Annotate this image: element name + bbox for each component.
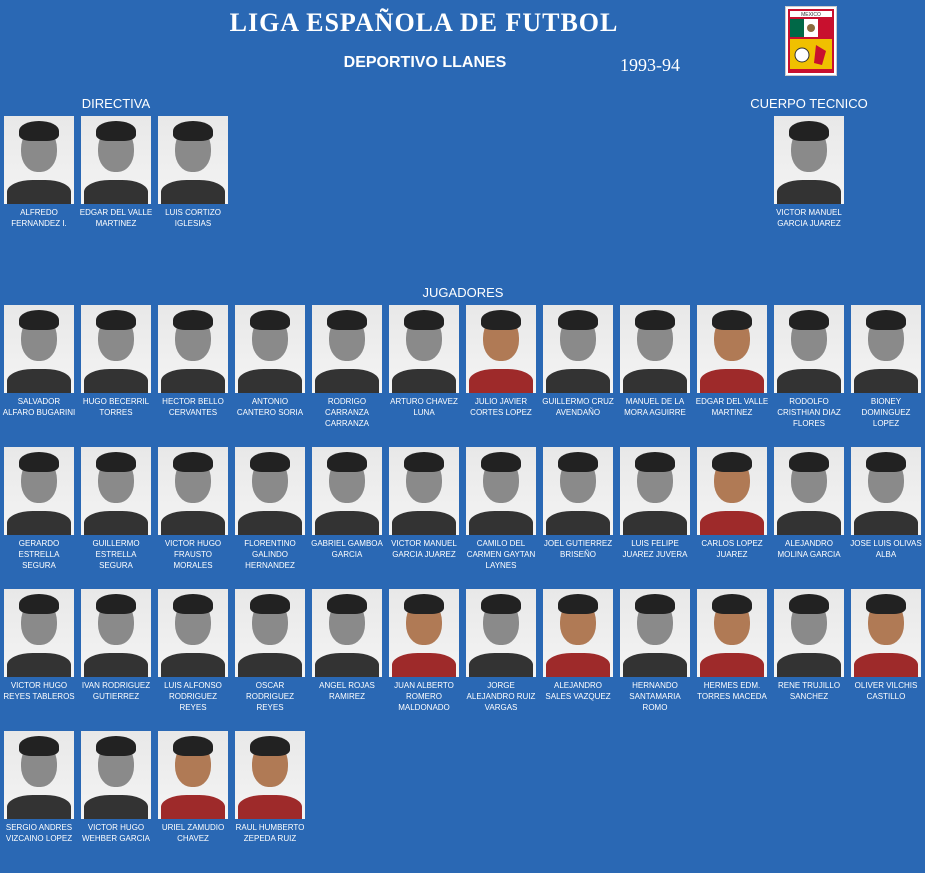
person-name: JORGE ALEJANDRO RUIZ VARGAS: [466, 681, 536, 712]
section-cuerpo-tecnico: CUERPO TECNICO: [750, 96, 868, 111]
portrait-photo: [774, 116, 844, 204]
person-name: JULIO JAVIER CORTES LOPEZ: [470, 397, 532, 417]
person-name: HERMES EDM. TORRES MACEDA: [697, 681, 767, 701]
person-card: [2, 305, 76, 418]
portrait-photo: [466, 305, 536, 393]
person-card: [2, 731, 76, 844]
person-card: [618, 447, 692, 560]
person-card: [310, 305, 384, 429]
portrait-photo: [851, 447, 921, 535]
portrait-photo: [466, 447, 536, 535]
person-card: [618, 589, 692, 713]
person-name: RAUL HUMBERTO ZEPEDA RUIZ: [235, 823, 305, 843]
portrait-photo: [543, 447, 613, 535]
person-card: [233, 589, 307, 713]
person-card: [2, 447, 76, 571]
person-card: [772, 447, 846, 560]
person-card: [310, 589, 384, 702]
person-card: [156, 447, 230, 571]
person-name: HECTOR BELLO CERVANTES: [162, 397, 224, 417]
portrait-photo: [158, 589, 228, 677]
person-card: [233, 731, 307, 844]
person-name: ARTURO CHAVEZ LUNA: [390, 397, 458, 417]
person-card: [849, 589, 923, 702]
person-card: [79, 589, 153, 702]
portrait-photo: [235, 305, 305, 393]
person-card: [772, 116, 846, 229]
portrait-photo: [697, 589, 767, 677]
portrait-photo: [4, 447, 74, 535]
page-title: LIGA ESPAÑOLA DE FUTBOL: [229, 8, 619, 37]
person-name: VICTOR HUGO FRAUSTO MORALES: [164, 539, 222, 570]
portrait-photo: [235, 447, 305, 535]
portrait-photo: [389, 447, 459, 535]
person-card: [79, 731, 153, 844]
person-name: ALEJANDRO MOLINA GARCIA: [777, 539, 841, 559]
portrait-photo: [851, 305, 921, 393]
person-card: [2, 116, 76, 229]
person-name: JUAN ALBERTO ROMERO MALDONADO: [394, 681, 454, 712]
portrait-photo: [4, 589, 74, 677]
person-name: VICTOR HUGO REYES TABLEROS: [3, 681, 75, 701]
person-name: GERARDO ESTRELLA SEGURA: [18, 539, 60, 570]
person-card: [156, 731, 230, 844]
person-name: LUIS ALFONSO RODRIGUEZ REYES: [164, 681, 222, 712]
portrait-photo: [620, 447, 690, 535]
portrait-photo: [312, 589, 382, 677]
portrait-photo: [389, 589, 459, 677]
portrait-photo: [774, 447, 844, 535]
portrait-photo: [543, 589, 613, 677]
portrait-photo: [81, 116, 151, 204]
person-name: FLORENTINO GALINDO HERNANDEZ: [244, 539, 296, 570]
person-name: CAMILO DEL CARMEN GAYTAN LAYNES: [466, 539, 536, 570]
person-card: [310, 447, 384, 560]
portrait-photo: [4, 731, 74, 819]
portrait-photo: [466, 589, 536, 677]
person-card: [695, 589, 769, 702]
person-card: [233, 447, 307, 571]
mexico-flag-crest: [785, 6, 837, 76]
season: 1993-94: [620, 55, 680, 75]
person-card: [156, 116, 230, 229]
person-name: RODRIGO CARRANZA CARRANZA: [324, 397, 369, 428]
person-card: [387, 305, 461, 418]
portrait-photo: [4, 116, 74, 204]
person-name: VICTOR MANUEL GARCIA JUAREZ: [391, 539, 457, 559]
flag-text: MEXICO: [801, 12, 821, 18]
person-name: RODOLFO CRISTHIAN DIAZ FLORES: [777, 397, 841, 428]
person-name: ALEJANDRO SALES VAZQUEZ: [545, 681, 611, 701]
person-card: [156, 589, 230, 713]
portrait-photo: [81, 447, 151, 535]
person-name: EDGAR DEL VALLE MARTINEZ: [79, 208, 153, 228]
person-card: [849, 447, 923, 560]
person-card: [79, 447, 153, 571]
person-name: EDGAR DEL VALLE MARTINEZ: [695, 397, 769, 417]
portrait-photo: [851, 589, 921, 677]
person-name: ALFREDO FERNANDEZ I.: [11, 208, 67, 228]
portrait-photo: [81, 731, 151, 819]
person-name: BIONEY DOMINGUEZ LOPEZ: [861, 397, 911, 428]
portrait-photo: [81, 305, 151, 393]
portrait-photo: [235, 731, 305, 819]
person-card: [618, 305, 692, 418]
person-name: ANGEL ROJAS RAMIREZ: [319, 681, 375, 701]
person-name: VICTOR HUGO WEHBER GARCIA: [81, 823, 150, 843]
person-card: [772, 305, 846, 429]
person-card: [464, 447, 538, 571]
person-name: SALVADOR ALFARO BUGARINI: [2, 397, 76, 417]
section-directiva: DIRECTIVA: [81, 96, 151, 111]
portrait-photo: [158, 731, 228, 819]
person-card: [464, 589, 538, 713]
portrait-photo: [620, 589, 690, 677]
person-card: [2, 589, 76, 702]
person-card: [464, 305, 538, 418]
portrait-photo: [158, 305, 228, 393]
person-name: HUGO BECERRIL TORRES: [82, 397, 150, 417]
person-card: [233, 305, 307, 418]
person-card: [156, 305, 230, 418]
portrait-photo: [312, 447, 382, 535]
person-name: RENE TRUJILLO SANCHEZ: [777, 681, 841, 701]
person-name: GABRIEL GAMBOA GARCIA: [311, 539, 383, 559]
crest-icon: [786, 7, 836, 75]
portrait-photo: [81, 589, 151, 677]
person-card: [695, 305, 769, 418]
person-name: JOSE LUIS OLIVAS ALBA: [850, 539, 922, 559]
person-name: CARLOS LOPEZ JUAREZ: [701, 539, 763, 559]
person-card: [541, 447, 615, 560]
person-name: SERGIO ANDRES VIZCAINO LOPEZ: [5, 823, 73, 843]
portrait-photo: [697, 305, 767, 393]
portrait-photo: [158, 447, 228, 535]
person-card: [849, 305, 923, 429]
section-jugadores: JUGADORES: [422, 285, 504, 300]
portrait-photo: [312, 305, 382, 393]
person-name: GUILLERMO CRUZ AVENDAÑO: [542, 397, 614, 417]
portrait-photo: [620, 305, 690, 393]
person-name: JOEL GUTIERREZ BRISEÑO: [543, 539, 613, 559]
person-name: LUIS CORTIZO IGLESIAS: [165, 208, 221, 228]
person-name: LUIS FELIPE JUAREZ JUVERA: [622, 539, 688, 559]
person-card: [772, 589, 846, 702]
person-card: [387, 589, 461, 713]
person-card: [541, 589, 615, 702]
person-name: IVAN RODRIGUEZ GUTIERREZ: [81, 681, 151, 701]
portrait-photo: [235, 589, 305, 677]
person-card: [79, 305, 153, 418]
portrait-photo: [774, 589, 844, 677]
portrait-photo: [158, 116, 228, 204]
person-card: [541, 305, 615, 418]
portrait-photo: [543, 305, 613, 393]
person-name: GUILLERMO ESTRELLA SEGURA: [92, 539, 140, 570]
portrait-photo: [4, 305, 74, 393]
person-name: ANTONIO CANTERO SORIA: [236, 397, 304, 417]
person-name: HERNANDO SANTAMARIA ROMO: [629, 681, 681, 712]
person-card: [387, 447, 461, 560]
person-name: URIEL ZAMUDIO CHAVEZ: [161, 823, 225, 843]
portrait-photo: [697, 447, 767, 535]
person-card: [695, 447, 769, 560]
person-name: MANUEL DE LA MORA AGUIRRE: [624, 397, 686, 417]
team-name: DEPORTIVO LLANES: [343, 54, 507, 71]
person-name: OLIVER VILCHIS CASTILLO: [854, 681, 918, 701]
portrait-photo: [389, 305, 459, 393]
person-card: [79, 116, 153, 229]
portrait-photo: [774, 305, 844, 393]
person-name: OSCAR RODRIGUEZ REYES: [246, 681, 294, 712]
person-name: VICTOR MANUEL GARCIA JUAREZ: [776, 208, 842, 228]
